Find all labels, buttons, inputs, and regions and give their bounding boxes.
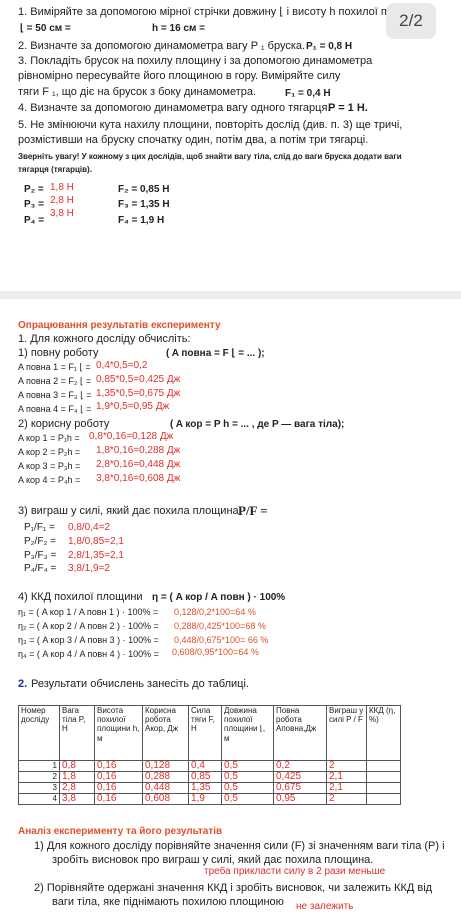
full-work-row-1-label: A повна 1 = F₁ ⌊ =	[18, 362, 91, 372]
step-1-length: ⌊ = 50 см =	[20, 23, 71, 34]
f2-value: F₂ = 0,85 Н	[118, 184, 170, 195]
gain-row-4-value: 3,8/1,9=2	[68, 563, 110, 574]
useful-work-row-4-label: A кор 4 = P₄h =	[18, 475, 81, 485]
cell-length: 0,5	[222, 772, 274, 783]
cell-full-work: 0,95	[274, 794, 327, 805]
cell-full-work: 0,425	[274, 772, 327, 783]
full-work-label: 1) повну роботу	[18, 347, 99, 359]
page-counter-badge: 2/2	[386, 3, 436, 39]
efficiency-row-2-label: η₂ = ( A кор 2 / A повн 2 ) · 100% =	[18, 621, 159, 631]
p4-label: P₄ =	[24, 215, 45, 226]
page-separator	[0, 291, 461, 299]
note-line1: Зверніть увагу! У кожному з цих дослідів, щоб знайти вагу тіла, слід до ваги бруска додати ваги	[18, 152, 402, 161]
full-work-row-3-value: 1,35*0,5=0,675 Дж	[96, 388, 181, 399]
cell-number: 3	[19, 783, 60, 794]
cell-force: 1,35	[189, 783, 222, 794]
efficiency-label: 4) ККД похилої площини	[18, 591, 143, 603]
gain-row-3-value: 2,8/1,35=2,1	[68, 550, 124, 561]
question-2-line2: ваги тіла, яке піднімають похилою площиною	[52, 896, 284, 908]
header-efficiency: ККД (η, %)	[367, 706, 401, 761]
header-plane-height: Висота похилої площини h, м	[95, 706, 143, 761]
efficiency-row-4-label: η₄ = ( A кор 4 / A повн 4 ) · 100% =	[18, 649, 159, 659]
full-work-row-1-value: 0,4*0,5=0,2	[96, 360, 148, 371]
full-work-row-4-label: A повна 4 = F₄ ⌊ =	[18, 404, 92, 414]
analysis-title: Аналіз експерименту та його результатів	[18, 826, 223, 837]
f4-value: F₄ = 1,9 Н	[118, 215, 165, 226]
cell-weight: 0,8	[60, 761, 95, 772]
gain-formula: P/F =	[238, 503, 268, 518]
useful-work-row-3-label: A кор 3 = P₃h =	[18, 461, 81, 471]
header-useful-work: Корисна робота Aкор, Дж	[143, 706, 189, 761]
step-2-value: P₁ = 0,8 Н	[306, 41, 353, 52]
useful-work-label: 2) корисну роботу	[18, 418, 110, 430]
cell-full-work: 0,675	[274, 783, 327, 794]
cell-full-work: 0,2	[274, 761, 327, 772]
efficiency-row-1-label: η₁ = ( A кор 1 / A повн 1 ) · 100% =	[18, 607, 159, 617]
cell-gain: 2	[327, 761, 367, 772]
cell-efficiency	[367, 761, 401, 772]
gain-row-4-label: P₄/F₄ =	[24, 563, 57, 574]
efficiency-row-2-value: 0,288/0,425*100=68 %	[174, 621, 266, 631]
cell-number: 4	[19, 794, 60, 805]
cell-length: 0,5	[222, 761, 274, 772]
useful-work-row-4-value: 3,8*0,16=0,608 Дж	[96, 473, 181, 484]
useful-work-row-3-value: 2,8*0,16=0,448 Дж	[96, 459, 181, 470]
question-1-line1: 1) Для кожного досліду порівняйте значення сили (F) зі значенням ваги тіла (P) і	[34, 840, 445, 852]
efficiency-row-1-value: 0,128/0,2*100=64 %	[174, 607, 256, 617]
step-3-text-line2: рівномірно пересувайте його площиною в гору. Виміряйте силу	[18, 70, 341, 82]
useful-work-formula: ( A кор = P h = ... , де P — вага тіла);	[170, 419, 345, 430]
cell-length: 0,5	[222, 783, 274, 794]
p4-value: 3,8 Н	[50, 208, 74, 219]
processing-step-2-number: 2.	[18, 678, 28, 690]
p2-label: P₂ =	[24, 184, 44, 195]
useful-work-row-2-label: A кор 2 = P₂h =	[18, 447, 81, 457]
full-work-formula: ( A повна = F ⌊ = ... );	[166, 348, 265, 359]
cell-weight: 3,8	[60, 794, 95, 805]
cell-efficiency	[367, 772, 401, 783]
efficiency-row-3-value: 0,448/0,675*100= 66 %	[174, 635, 269, 645]
useful-work-row-1-value: 0,8*0,16=0,128 Дж	[89, 431, 174, 442]
cell-force: 0,4	[189, 761, 222, 772]
processing-step-2-text: Результати обчислень занесіть до таблиці.	[31, 678, 249, 690]
note-line2: тягарця (тягарців).	[18, 165, 92, 174]
answer-2: не залежить	[296, 901, 354, 912]
header-body-weight: Вага тіла P, Н	[60, 706, 95, 761]
cell-gain: 2	[327, 794, 367, 805]
cell-force: 0,85	[189, 772, 222, 783]
cell-efficiency	[367, 783, 401, 794]
cell-useful-work: 0,608	[143, 794, 189, 805]
cell-gain: 2,1	[327, 783, 367, 794]
useful-work-row-2-value: 1,8*0,16=0,288 Дж	[96, 445, 181, 456]
step-3-text-line1: 3. Покладіть брусок на похилу площину і за допомогою динамометра	[18, 55, 373, 67]
question-1-line2: зробіть висновок про виграш у силі, який дає похила площина.	[52, 854, 374, 866]
f3-value: F₃ = 1,35 Н	[118, 199, 170, 210]
gain-row-3-label: P₃/F₃ =	[24, 550, 57, 561]
step-1-height: h = 16 см =	[152, 23, 205, 34]
header-force-gain: Виграш у силі P / F	[327, 706, 367, 761]
cell-height: 0,16	[95, 794, 143, 805]
answer-1: треба прикласти силу в 2 рази меньше	[204, 866, 386, 877]
cell-height: 0,16	[95, 761, 143, 772]
table-header-row	[19, 706, 401, 761]
cell-useful-work: 0,128	[143, 761, 189, 772]
processing-step-1: 1. Для кожного досліду обчисліть:	[18, 333, 191, 345]
header-experiment-number: Номер досліду	[19, 706, 60, 761]
step-1-text: 1. Виміряйте за допомогою мірної стрічки довжину ⌊ і висоту h похилої п	[18, 6, 387, 18]
cell-weight: 1,8	[60, 772, 95, 783]
results-table	[18, 705, 401, 805]
cell-height: 0,16	[95, 783, 143, 794]
step-5-text-line2: розмістивши на бруску спочатку один, потім два, а потім три тягарці.	[18, 134, 369, 146]
cell-gain: 2,1	[327, 772, 367, 783]
processing-title: Опрацювання результатів експерименту	[18, 320, 221, 331]
table-row	[19, 772, 401, 783]
cell-height: 0,16	[95, 772, 143, 783]
p2-value: 1,8 Н	[50, 182, 74, 193]
full-work-row-2-label: A повна 2 = F₂ ⌊ =	[18, 376, 92, 386]
efficiency-formula: η = ( A кор / A повн ) · 100%	[152, 592, 286, 603]
p3-value: 2,8 Н	[50, 195, 74, 206]
step-2-text: 2. Визначте за допомогою динамометра вагу P ₁ бруска.	[18, 40, 306, 52]
gain-label: 3) виграш у силі, який дає похила площина	[18, 505, 239, 517]
full-work-row-2-value: 0,85*0,5=0,425 Дж	[96, 374, 181, 385]
question-2-line1: 2) Порівняйте одержані значення ККД і зробіть висновок, чи залежить ККД від	[34, 882, 433, 894]
gain-row-2-label: P₂/F₂ =	[24, 536, 56, 547]
full-work-row-3-label: A повна 3 = F₃ ⌊ =	[18, 390, 92, 400]
table-row	[19, 794, 401, 805]
gain-row-2-value: 1,8/0,85=2,1	[68, 536, 124, 547]
header-full-work: Повна робота Aповна,Дж	[274, 706, 327, 761]
p3-label: P₃ =	[24, 199, 44, 210]
useful-work-row-1-label: A кор 1 = P₁h =	[18, 433, 80, 443]
cell-force: 1,9	[189, 794, 222, 805]
step-4-text: 4. Визначте за допомогою динамометра вагу одного тягарця.	[18, 102, 331, 114]
cell-efficiency	[367, 794, 401, 805]
table-row	[19, 761, 401, 772]
table-row	[19, 783, 401, 794]
gain-row-1-value: 0,8/0,4=2	[68, 522, 110, 533]
cell-useful-work: 0,288	[143, 772, 189, 783]
full-work-row-4-value: 1,9*0,5=0,95 Дж	[96, 401, 170, 412]
cell-weight: 2,8	[60, 783, 95, 794]
cell-useful-work: 0,448	[143, 783, 189, 794]
header-traction-force: Сила тяги F, Н	[189, 706, 222, 761]
cell-length: 0,5	[222, 794, 274, 805]
step-3-value: F₁ = 0,4 Н	[285, 88, 331, 99]
cell-number: 2	[19, 772, 60, 783]
cell-number: 1	[19, 761, 60, 772]
gain-row-1-label: P₁/F₁ =	[24, 522, 55, 533]
efficiency-row-4-value: 0,608/0,95*100=64 %	[172, 647, 259, 657]
efficiency-row-3-label: η₃ = ( A кор 3 / A повн 3 ) · 100% =	[18, 635, 159, 645]
header-plane-length: Довжина похилої площини ⌊, м	[222, 706, 274, 761]
step-4-value: P = 1 Н.	[328, 102, 368, 114]
step-3-text-line3: тяги F ₁, що діє на брусок з боку динамометра.	[18, 86, 257, 98]
step-5-text-line1: 5. Не змінюючи кута нахилу площини, повторіть дослід (див. п. 3) ще тричі,	[18, 119, 403, 131]
